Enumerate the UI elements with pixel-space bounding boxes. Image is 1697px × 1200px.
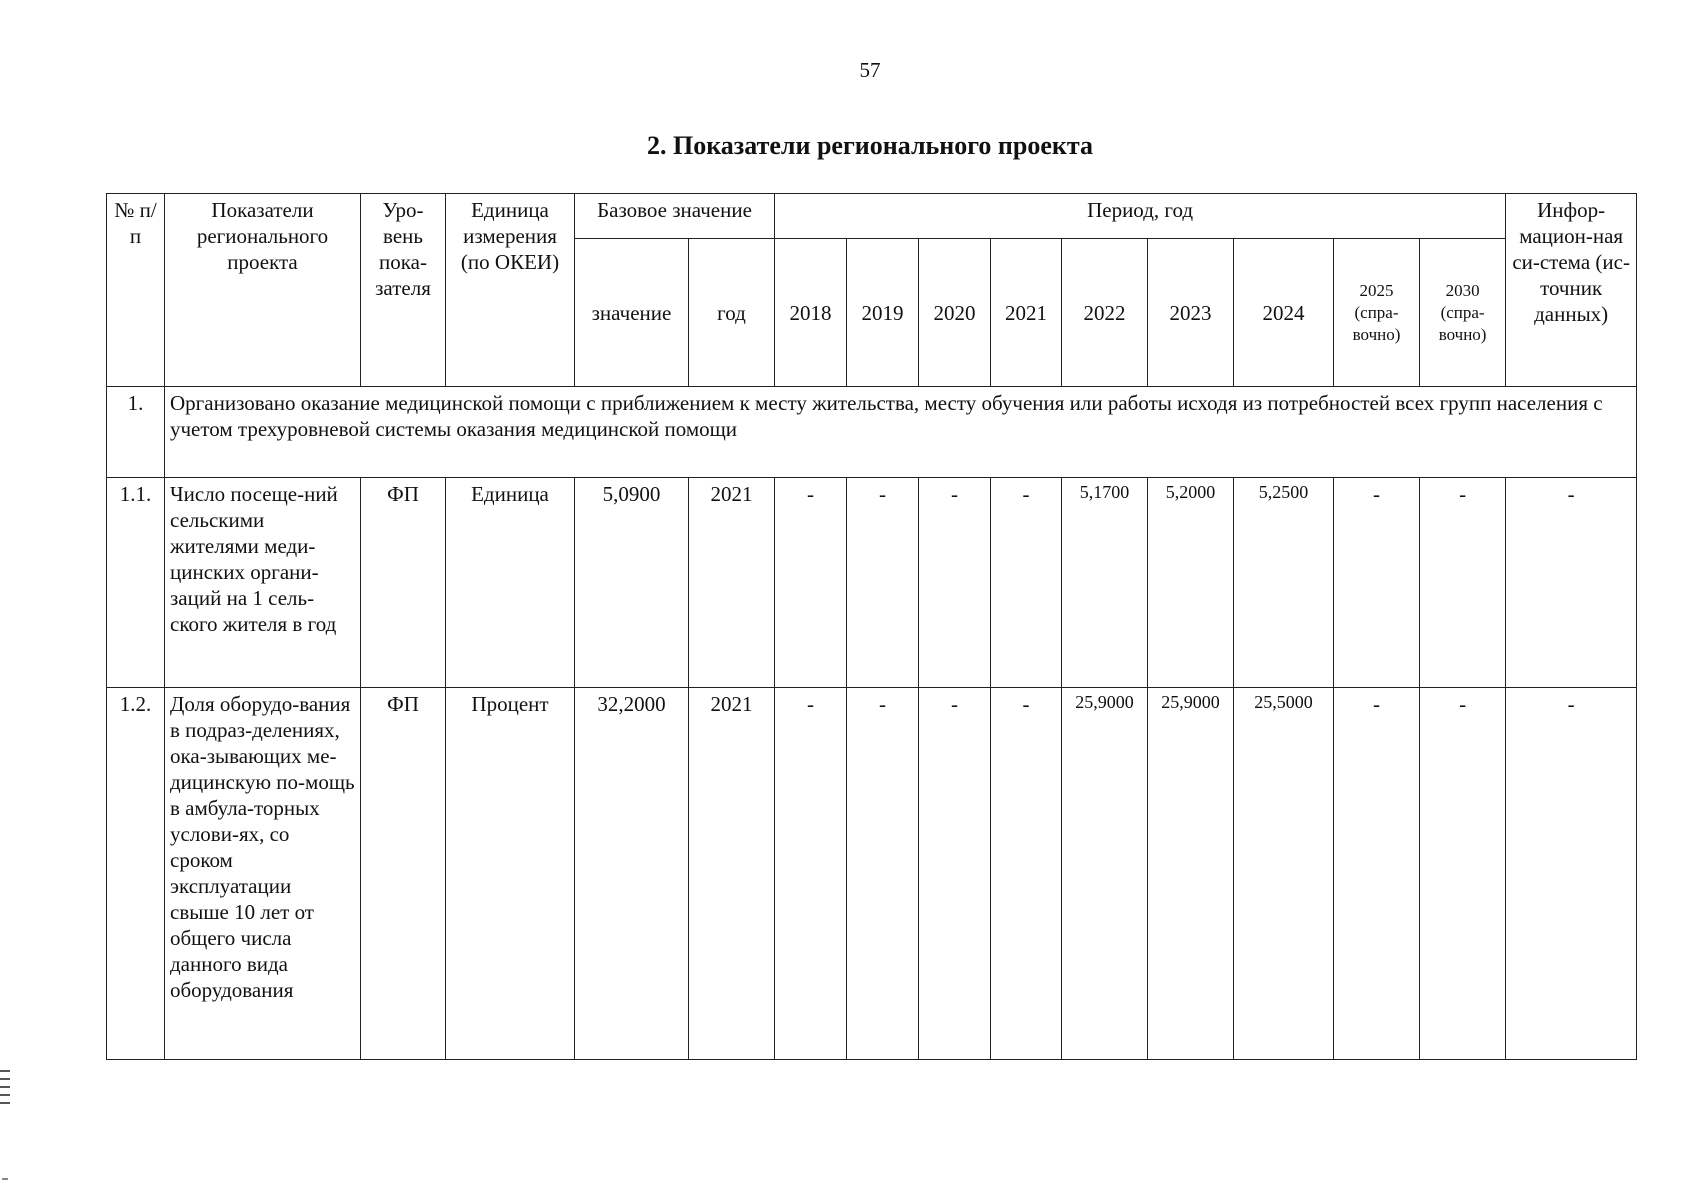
page-number: 57 bbox=[859, 58, 881, 82]
header-base: Базовое значение bbox=[575, 194, 775, 239]
row-2018: - bbox=[775, 688, 847, 1060]
section-num: 1. bbox=[107, 387, 165, 478]
row-2030: - bbox=[1420, 688, 1506, 1060]
row-2019: - bbox=[847, 478, 919, 688]
table-row bbox=[107, 478, 1637, 688]
section-text: Организовано оказание медицинской помощи с приближением к месту жительства, месту обучения или работы исходя из потребностей всех групп населения с учетом трехуровневой системы оказания медицинской помощи bbox=[165, 387, 1637, 478]
row-indicator: Доля оборудо-вания в подраз-делениях, ока-зывающих ме-дицинскую по-мощь в амбула-торных услови-ях, со сроком эксплуатации свыше 10 лет от общего числа данного вида оборудования bbox=[165, 688, 361, 1060]
row-2023: 5,2000 bbox=[1148, 478, 1234, 688]
header-year-2018: 2018 bbox=[775, 239, 847, 387]
row-base-year: 2021 bbox=[689, 688, 775, 1060]
header-year-2020: 2020 bbox=[919, 239, 991, 387]
row-2024: 25,5000 bbox=[1234, 688, 1334, 1060]
header-num: № п/п bbox=[107, 194, 165, 387]
row-2021: - bbox=[991, 688, 1062, 1060]
row-2022: 5,1700 bbox=[1062, 478, 1148, 688]
header-year-2030: 2030 (спра-вочно) bbox=[1420, 239, 1506, 387]
row-num: 1.1. bbox=[107, 478, 165, 688]
header-base-value: значение bbox=[575, 239, 689, 387]
header-unit: Единица измерения (по ОКЕИ) bbox=[446, 194, 575, 387]
header-row-1 bbox=[107, 194, 1637, 239]
row-2024: 5,2500 bbox=[1234, 478, 1334, 688]
row-2023: 25,9000 bbox=[1148, 688, 1234, 1060]
row-base-year: 2021 bbox=[689, 478, 775, 688]
row-indicator: Число посеще-ний сельскими жителями меди-цинских органи-заций на 1 сель-ского жителя в год bbox=[165, 478, 361, 688]
header-info-system: Инфор-мацион-ная си-стема (ис-точник данных) bbox=[1506, 194, 1637, 387]
header-year-2022: 2022 bbox=[1062, 239, 1148, 387]
table-row bbox=[107, 688, 1637, 1060]
row-level: ФП bbox=[361, 688, 446, 1060]
header-year-2021: 2021 bbox=[991, 239, 1062, 387]
row-2021: - bbox=[991, 478, 1062, 688]
header-year-2019: 2019 bbox=[847, 239, 919, 387]
row-info: - bbox=[1506, 688, 1637, 1060]
row-2030: - bbox=[1420, 478, 1506, 688]
scan-margin-marks bbox=[0, 1070, 10, 1106]
header-indicator: Показатели регионального проекта bbox=[165, 194, 361, 387]
row-2020: - bbox=[919, 478, 991, 688]
scan-margin-dot bbox=[2, 1178, 8, 1180]
row-2018: - bbox=[775, 478, 847, 688]
row-base-value: 5,0900 bbox=[575, 478, 689, 688]
row-2019: - bbox=[847, 688, 919, 1060]
row-2022: 25,9000 bbox=[1062, 688, 1148, 1060]
row-level: ФП bbox=[361, 478, 446, 688]
row-unit: Процент bbox=[446, 688, 575, 1060]
row-2020: - bbox=[919, 688, 991, 1060]
page-title: 2. Показатели регионального проекта bbox=[647, 131, 1093, 160]
header-period: Период, год bbox=[775, 194, 1506, 239]
row-info: - bbox=[1506, 478, 1637, 688]
row-base-value: 32,2000 bbox=[575, 688, 689, 1060]
header-year-2024: 2024 bbox=[1234, 239, 1334, 387]
header-level: Уро-вень пока-зателя bbox=[361, 194, 446, 387]
indicators-table bbox=[106, 193, 1637, 1060]
header-year-2023: 2023 bbox=[1148, 239, 1234, 387]
header-year-2025: 2025 (спра-вочно) bbox=[1334, 239, 1420, 387]
row-unit: Единица bbox=[446, 478, 575, 688]
section-row bbox=[107, 387, 1637, 478]
row-2025: - bbox=[1334, 478, 1420, 688]
header-base-year: год bbox=[689, 239, 775, 387]
row-num: 1.2. bbox=[107, 688, 165, 1060]
row-2025: - bbox=[1334, 688, 1420, 1060]
